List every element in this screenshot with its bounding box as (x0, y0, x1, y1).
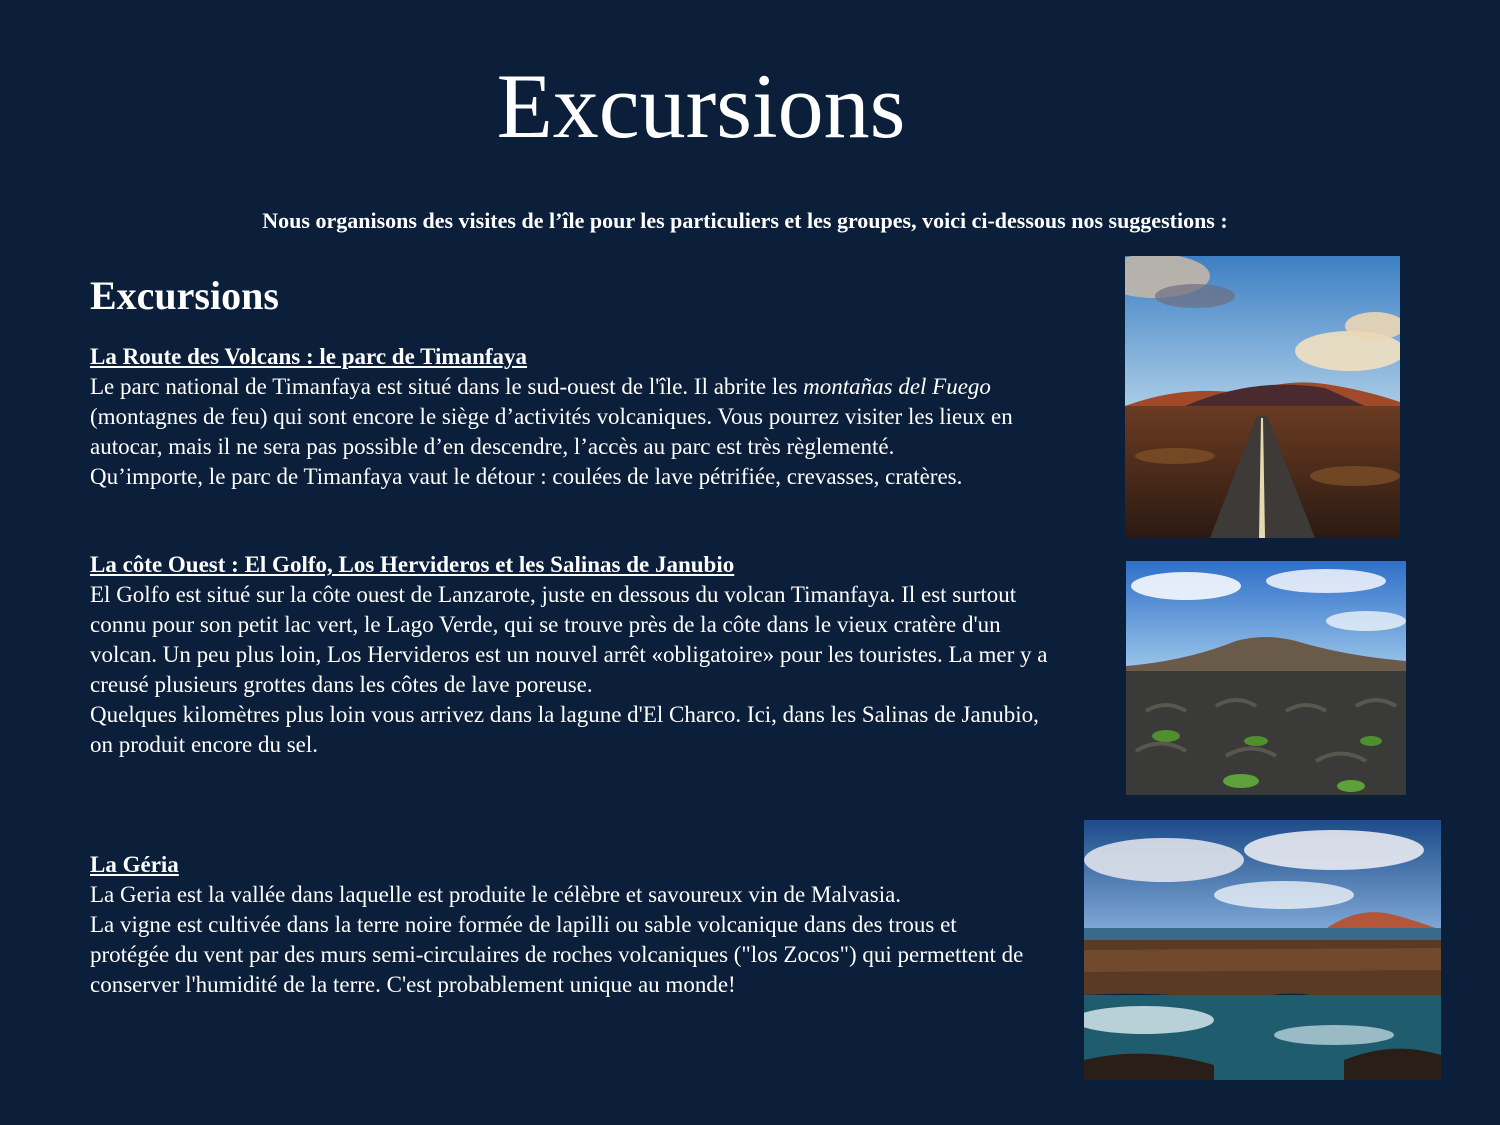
section-title: Excursions (90, 273, 279, 318)
excursion-text: Qu’importe, le parc de Timanfaya vaut le détour : coulées de lave pétrifiée, crevasses, cratères. (90, 464, 963, 489)
coast-cliffs-photo (1084, 820, 1441, 1080)
excursion-text: Quelques kilomètres plus loin vous arrivez dans la lagune d'El Charco. Ici, dans les Salinas de Janubio, on produit encore du sel. (90, 702, 1039, 757)
page-title: Excursions (496, 55, 906, 157)
volcano-road-photo (1125, 256, 1400, 538)
excursion-text: El Golfo est situé sur la côte ouest de Lanzarote, juste en dessous du volcan Timanfaya. Il est surtout connu pour son petit lac vert, le Lago Verde, qui se trouve près de la côte dans le vieux cratère d'un volcan. Un peu plus loin, Los Hervideros est un nouvel arrêt «obligatoire» pour les touristes. La mer y a creusé plusieurs grottes dans les côtes de lave poreuse. (90, 582, 1048, 697)
excursion-text: Le parc national de Timanfaya est situé dans le sud-ouest de l'île. Il abrite les montañas del Fuego (montagnes de feu) qui sont encore le siège d’activités volcaniques. Vous pourrez visiter les lieux en autocar, mais il ne sera pas possible d’en descendre, l’accès au parc est très règlementé. (90, 374, 1013, 459)
excursion-cote-ouest (90, 550, 1050, 760)
excursion-heading: La côte Ouest : El Golfo, Los Hervideros et les Salinas de Janubio (90, 552, 735, 577)
excursion-heading: La Géria (90, 852, 179, 877)
excursion-text: La Geria est la vallée dans laquelle est produite le célèbre et savoureux vin de Malvasia. (90, 882, 902, 907)
excursion-heading: La Route des Volcans : le parc de Timanfaya (90, 344, 528, 369)
excursion-geria (90, 850, 1030, 1000)
excursion-text: La vigne est cultivée dans la terre noire formée de lapilli ou sable volcanique dans des trous et protégée du vent par des murs semi-circulaires de roches volcaniques ("los Zocos") qui permettent de conserver l'humidité de la terre. C'est probablement unique au monde! (90, 912, 1024, 997)
vineyard-photo (1126, 561, 1406, 795)
emphasis-text: montañas del Fuego (803, 374, 991, 399)
intro-text: Nous organisons des visites de l’île pour les particuliers et les groupes, voici ci-dessous nos suggestions : (262, 208, 1228, 233)
excursion-timanfaya (90, 342, 1090, 492)
